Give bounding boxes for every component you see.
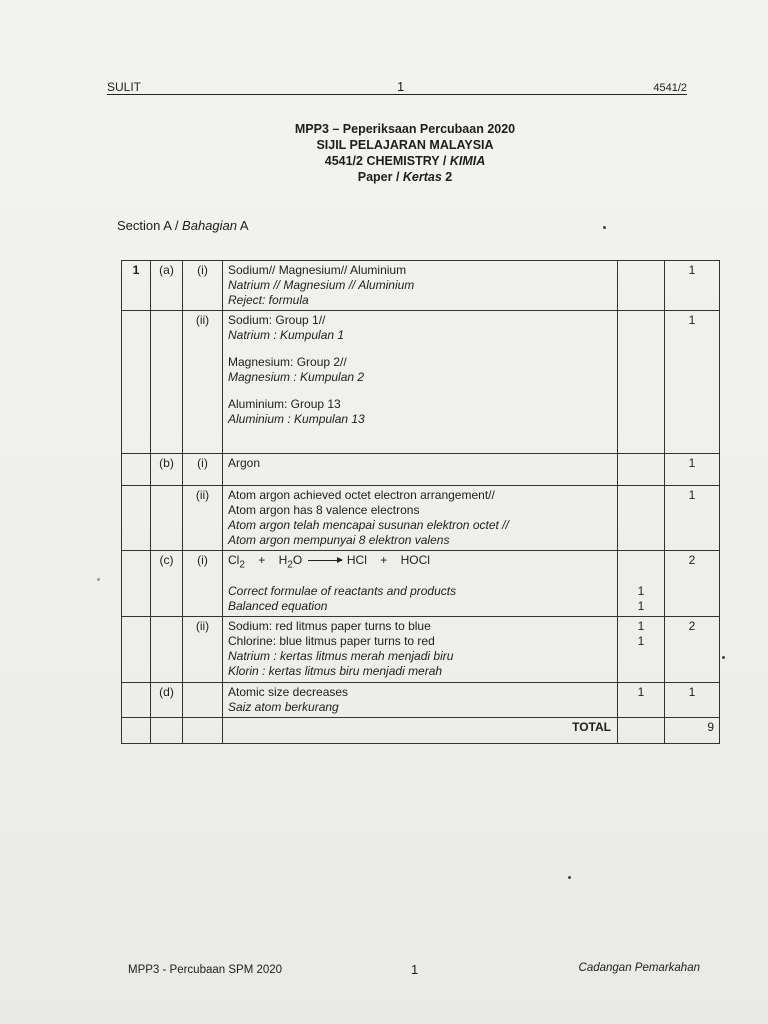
answer-cell bbox=[223, 551, 618, 617]
sub-part-label: (i) bbox=[183, 261, 223, 311]
answer-line: Atom argon mempunyai 8 elektron valens bbox=[228, 533, 450, 547]
table-row bbox=[122, 683, 720, 718]
answer-line: Natrium : kertas litmus merah menjadi biru bbox=[228, 649, 454, 664]
sub-part-label: (i) bbox=[183, 551, 223, 617]
answer-line: Atom argon achieved octet electron arrangement// bbox=[228, 488, 495, 502]
total-mark-cell: 1 bbox=[665, 454, 720, 486]
table-row bbox=[122, 617, 720, 683]
answer-cell bbox=[223, 683, 618, 718]
total-row bbox=[122, 718, 720, 744]
header-sulit: SULIT bbox=[107, 80, 142, 94]
title-line-3: 4541/2 CHEMISTRY / KIMIA bbox=[324, 154, 486, 168]
table-row bbox=[122, 486, 720, 551]
answer-line: Saiz atom berkurang bbox=[228, 700, 339, 715]
scan-speck bbox=[603, 226, 606, 229]
total-mark-cell: 2 bbox=[665, 551, 720, 617]
total-mark-cell: 2 bbox=[665, 617, 720, 683]
table-row bbox=[122, 311, 720, 454]
section-heading: Section A / Bahagian A bbox=[117, 218, 249, 233]
answer-cell bbox=[223, 617, 618, 683]
total-mark-cell: 1 bbox=[665, 683, 720, 718]
part-label: (d) bbox=[151, 683, 183, 718]
sub-part-label: (ii) bbox=[183, 311, 223, 454]
table-row bbox=[122, 454, 720, 486]
answer-cell bbox=[223, 311, 618, 454]
document-title bbox=[260, 121, 550, 185]
marking-scheme-table bbox=[121, 260, 720, 744]
answer-line: Natrium : Kumpulan 1 bbox=[228, 328, 345, 342]
scan-speck bbox=[97, 578, 100, 581]
answer-line: Argon bbox=[228, 456, 261, 470]
answer-line: Reject: formula bbox=[228, 293, 309, 307]
answer-line: Magnesium: Group 2// bbox=[228, 355, 347, 369]
scan-speck bbox=[722, 656, 725, 659]
answer-line: Atomic size decreases bbox=[228, 685, 349, 700]
footer-left: MPP3 - Percubaan SPM 2020 bbox=[128, 964, 283, 976]
answer-line: Atom argon has 8 valence electrons bbox=[228, 503, 420, 517]
sub-mark-cell bbox=[618, 261, 665, 311]
part-label: (b) bbox=[151, 454, 183, 486]
sub-part-label: (i) bbox=[183, 454, 223, 486]
page-header bbox=[107, 78, 687, 95]
total-mark-cell: 1 bbox=[665, 311, 720, 454]
answer-line: Klorin : kertas litmus biru menjadi merah bbox=[228, 664, 443, 679]
title-line-1: MPP3 – Peperiksaan Percubaan 2020 bbox=[294, 122, 516, 136]
answer-line: Aluminium: Group 13 bbox=[228, 397, 341, 411]
table-row bbox=[122, 261, 720, 311]
answer-line: Correct formulae of reactants and products bbox=[228, 584, 457, 599]
sub-mark-cell: 1 1 bbox=[618, 551, 665, 617]
title-line-2: SIJIL PELAJARAN MALAYSIA bbox=[316, 138, 494, 152]
sub-part-label: (ii) bbox=[183, 617, 223, 683]
sub-mark-cell bbox=[618, 454, 665, 486]
answer-line: Sodium: red litmus paper turns to blue bbox=[228, 619, 431, 634]
answer-cell bbox=[223, 261, 618, 311]
answer-line: Chlorine: blue litmus paper turns to red bbox=[228, 634, 435, 649]
footer-right: Cadangan Pemarkahan bbox=[578, 962, 700, 974]
table-row bbox=[122, 551, 720, 617]
total-value: 9 bbox=[665, 718, 720, 744]
total-label: TOTAL bbox=[223, 718, 618, 744]
sub-mark-cell bbox=[618, 486, 665, 551]
sub-part-label: (ii) bbox=[183, 486, 223, 551]
header-page-number: 1 bbox=[397, 79, 405, 94]
part-label: (c) bbox=[151, 551, 183, 617]
sub-mark-cell bbox=[618, 311, 665, 454]
sub-mark-cell: 1 1 bbox=[618, 617, 665, 683]
title-line-4: Paper / Kertas 2 bbox=[357, 170, 453, 184]
question-number: 1 bbox=[122, 261, 151, 311]
total-mark-cell: 1 bbox=[665, 486, 720, 551]
reaction-arrow-icon bbox=[308, 560, 342, 561]
answer-line: Balanced equation bbox=[228, 599, 328, 614]
scan-speck bbox=[568, 876, 571, 879]
answer-cell bbox=[223, 454, 618, 486]
answer-cell bbox=[223, 486, 618, 551]
answer-line: Aluminium : Kumpulan 13 bbox=[228, 412, 365, 426]
chemical-equation: $Cl_2$ + $H_2O$ HCl + HOCl bbox=[228, 553, 430, 571]
sub-mark-cell: 1 bbox=[618, 683, 665, 718]
answer-line: Magnesium : Kumpulan 2 bbox=[228, 370, 365, 384]
answer-line: Atom argon telah mencapai susunan elektron octet // bbox=[228, 518, 509, 532]
footer-page-number: 1 bbox=[411, 962, 419, 977]
header-paper-code: 4541/2 bbox=[653, 82, 687, 94]
answer-line: Natrium // Magnesium // Aluminium bbox=[228, 278, 415, 292]
total-mark-cell: 1 bbox=[665, 261, 720, 311]
answer-line: Sodium// Magnesium// Aluminium bbox=[228, 263, 407, 277]
answer-line: Sodium: Group 1// bbox=[228, 313, 326, 327]
part-label: (a) bbox=[151, 261, 183, 311]
